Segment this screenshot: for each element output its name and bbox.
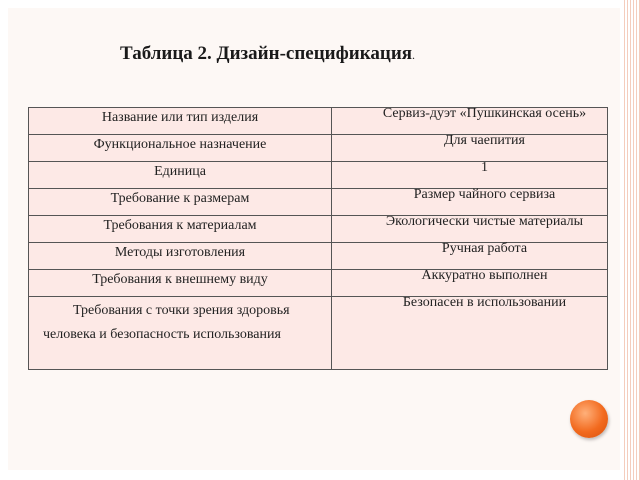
row-value: Сервиз-дуэт «Пушкинская осень»	[332, 108, 608, 135]
title-suffix: .	[412, 48, 416, 62]
row-label: Требования к материалам	[29, 216, 332, 243]
row-value: Безопасен в использовании	[332, 297, 608, 370]
row-label: Функциональное назначение	[29, 135, 332, 162]
row-value: Экологически чистые материалы	[332, 216, 608, 243]
design-spec-table	[28, 107, 608, 370]
row-value: Для чаепития	[332, 135, 608, 162]
row-value: Аккуратно выполнен	[332, 270, 608, 297]
row-value: Ручная работа	[332, 243, 608, 270]
row-label: Требования к внешнему виду	[29, 270, 332, 297]
row-label: Название или тип изделия	[29, 108, 332, 135]
table-row	[29, 297, 608, 370]
row-label: Методы изготовления	[29, 243, 332, 270]
row-value: 1	[332, 162, 608, 189]
row-label: Требования с точки зрения здоровья человека и безопасность использования	[29, 297, 332, 370]
decorative-stripes	[624, 0, 640, 480]
row-label: Единица	[29, 162, 332, 189]
row-value: Размер чайного сервиза	[332, 189, 608, 216]
page-title	[120, 43, 415, 65]
orange-circle-decoration	[570, 400, 608, 438]
row-label: Требование к размерам	[29, 189, 332, 216]
title-text: Таблица 2. Дизайн-спецификация	[120, 43, 413, 64]
